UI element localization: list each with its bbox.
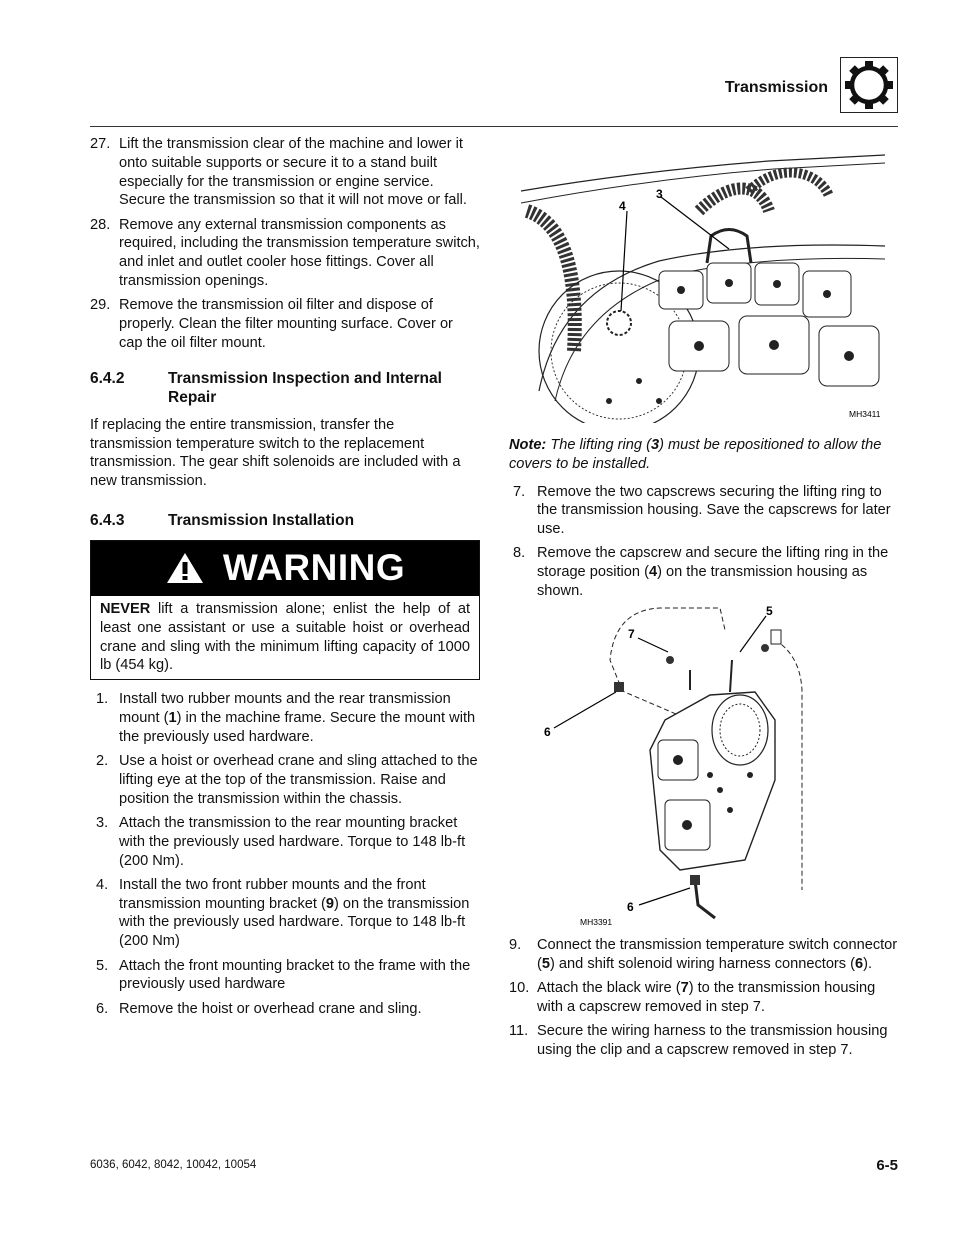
step-item — [96, 752, 480, 808]
step-text: Lift the transmission clear of the machine and lower it onto suitable supports or secure it to a stand built especially for the transmission or engine service. Secure the transmission so that it will not move or fall. — [119, 136, 467, 209]
step-text: Remove the two capscrews securing the lifting ring to the transmission housing. Save the capscrews for later use. — [537, 483, 891, 538]
right-text-block-a — [509, 436, 899, 606]
step-item — [509, 936, 899, 974]
step-text: Install two rubber mounts and the rear transmission mount (1) in the machine frame. Secure the mount with the previously used hardware. — [119, 691, 476, 745]
step-number: 8. — [513, 545, 526, 562]
step-text: Attach the black wire (7) to the transmission housing with a capscrew removed in step 7. — [537, 980, 876, 1015]
step-text: Remove any external transmission components as required, including the transmission temperature switch, and inlet and outlet cooler hose fittings. Cover all transmission openings. — [119, 216, 480, 290]
callout-label: 4 — [619, 199, 626, 213]
section-heading-installation — [90, 511, 480, 530]
warning-header — [91, 541, 479, 596]
warning-triangle-icon — [165, 551, 205, 585]
right-text-block-b — [509, 936, 899, 1065]
callout-label: 7 — [628, 627, 635, 641]
left-column — [90, 135, 480, 1024]
section-number: 6.4.3 — [90, 511, 125, 529]
step-number: 2. — [96, 753, 109, 770]
step-number: 9. — [509, 937, 522, 953]
step-number: 1. — [96, 691, 109, 708]
step-item — [96, 876, 480, 951]
step-number: 28. — [90, 216, 111, 233]
figure-code: MH3391 — [580, 917, 613, 927]
step-number: 6. — [96, 1000, 109, 1017]
transmission-top-illustration — [519, 151, 889, 423]
step-text: Install the two front rubber mounts and the front transmission mounting bracket (9) on the transmission with the previously used hardware. Torque to 148 lb-ft (200 Nm) — [119, 876, 470, 950]
note-label: Note: — [509, 437, 547, 453]
step-number: 5. — [96, 957, 109, 974]
step-text: Remove the capscrew and secure the lifting ring in the storage position (4) on the transmission housing as shown. — [537, 545, 889, 600]
installation-steps-list — [90, 690, 480, 1018]
step-text: Connect the transmission temperature switch connector (5) and shift solenoid wiring harness connectors (6). — [537, 937, 898, 972]
step-number: 3. — [96, 814, 109, 831]
step-number: 29. — [90, 297, 111, 314]
step-text: Use a hoist or overhead crane and sling attached to the lifting eye at the top of the transmission. Raise and position the transmission within the chassis. — [119, 753, 478, 807]
lifting-ring-steps-list — [509, 483, 899, 601]
transmission-side-illustration — [540, 600, 830, 930]
step-number: 11. — [509, 1023, 529, 1040]
step-text: Attach the transmission to the rear mounting bracket with the previously used hardware. Torque to 148 lb-ft (200 Nm). — [119, 814, 466, 869]
step-item — [96, 690, 480, 746]
gear-icon — [840, 57, 898, 113]
step-number: 10. — [509, 980, 530, 997]
inspection-paragraph: If replacing the entire transmission, transfer the transmission temperature switch to the replacement transmission. The gear shift solenoids are included with a new transmission. — [90, 416, 461, 490]
step-text: Attach the front mounting bracket to the frame with the previously used hardware — [119, 957, 471, 993]
step-item — [90, 296, 480, 352]
section-heading-inspection — [90, 369, 480, 407]
callout-label: 5 — [766, 604, 773, 618]
callout-label: 6 — [627, 900, 634, 914]
page-number: 6-5 — [876, 1157, 898, 1174]
header-divider — [90, 126, 898, 127]
step-text: Remove the hoist or overhead crane and sling. — [119, 1000, 422, 1017]
step-item — [90, 216, 480, 291]
page-header-title: Transmission — [724, 79, 828, 96]
step-item — [509, 1022, 899, 1060]
warning-body: lift a transmission alone; enlist the help of at least one assistant or use a suitable hoist or overhead crane and sling with the minimum lifting capacity of 1000 lb (454 kg). — [100, 600, 470, 674]
step-item — [96, 814, 480, 870]
warning-title: WARNING — [222, 547, 406, 589]
connection-steps-list — [509, 936, 899, 1060]
warning-box — [90, 540, 480, 680]
step-number: 27. — [90, 136, 111, 152]
step-item — [513, 483, 899, 539]
step-text: Remove the transmission oil filter and dispose of properly. Clean the filter mounting surface. Cover or cap the oil filter mount. — [119, 297, 453, 351]
warning-lead: NEVER — [100, 600, 151, 617]
removal-steps-list — [90, 135, 480, 353]
step-text: Secure the wiring harness to the transmission housing using the clip and a capscrew removed in step 7. — [537, 1023, 888, 1058]
step-number: 4. — [96, 876, 109, 893]
section-title: Transmission Inspection and Internal Repair — [168, 369, 442, 406]
step-item — [90, 135, 480, 210]
section-number: 6.4.2 — [90, 369, 125, 387]
step-item — [513, 544, 899, 600]
section-title: Transmission Installation — [168, 511, 355, 529]
figure-code: MH3411 — [849, 409, 881, 419]
step-item — [96, 1000, 480, 1019]
callout-label: 6 — [544, 725, 551, 739]
figure-lifting-ring — [519, 151, 889, 428]
step-item — [509, 979, 899, 1017]
figure-wiring-connectors — [540, 600, 830, 935]
step-item — [96, 957, 480, 995]
callout-label: 3 — [656, 187, 663, 201]
note-paragraph: Note: The lifting ring (3) must be repositioned to allow the covers to be installed. — [509, 437, 882, 472]
warning-text — [91, 596, 479, 679]
step-number: 7. — [513, 483, 526, 500]
footer-models: 6036, 6042, 8042, 10042, 10054 — [90, 1159, 257, 1171]
